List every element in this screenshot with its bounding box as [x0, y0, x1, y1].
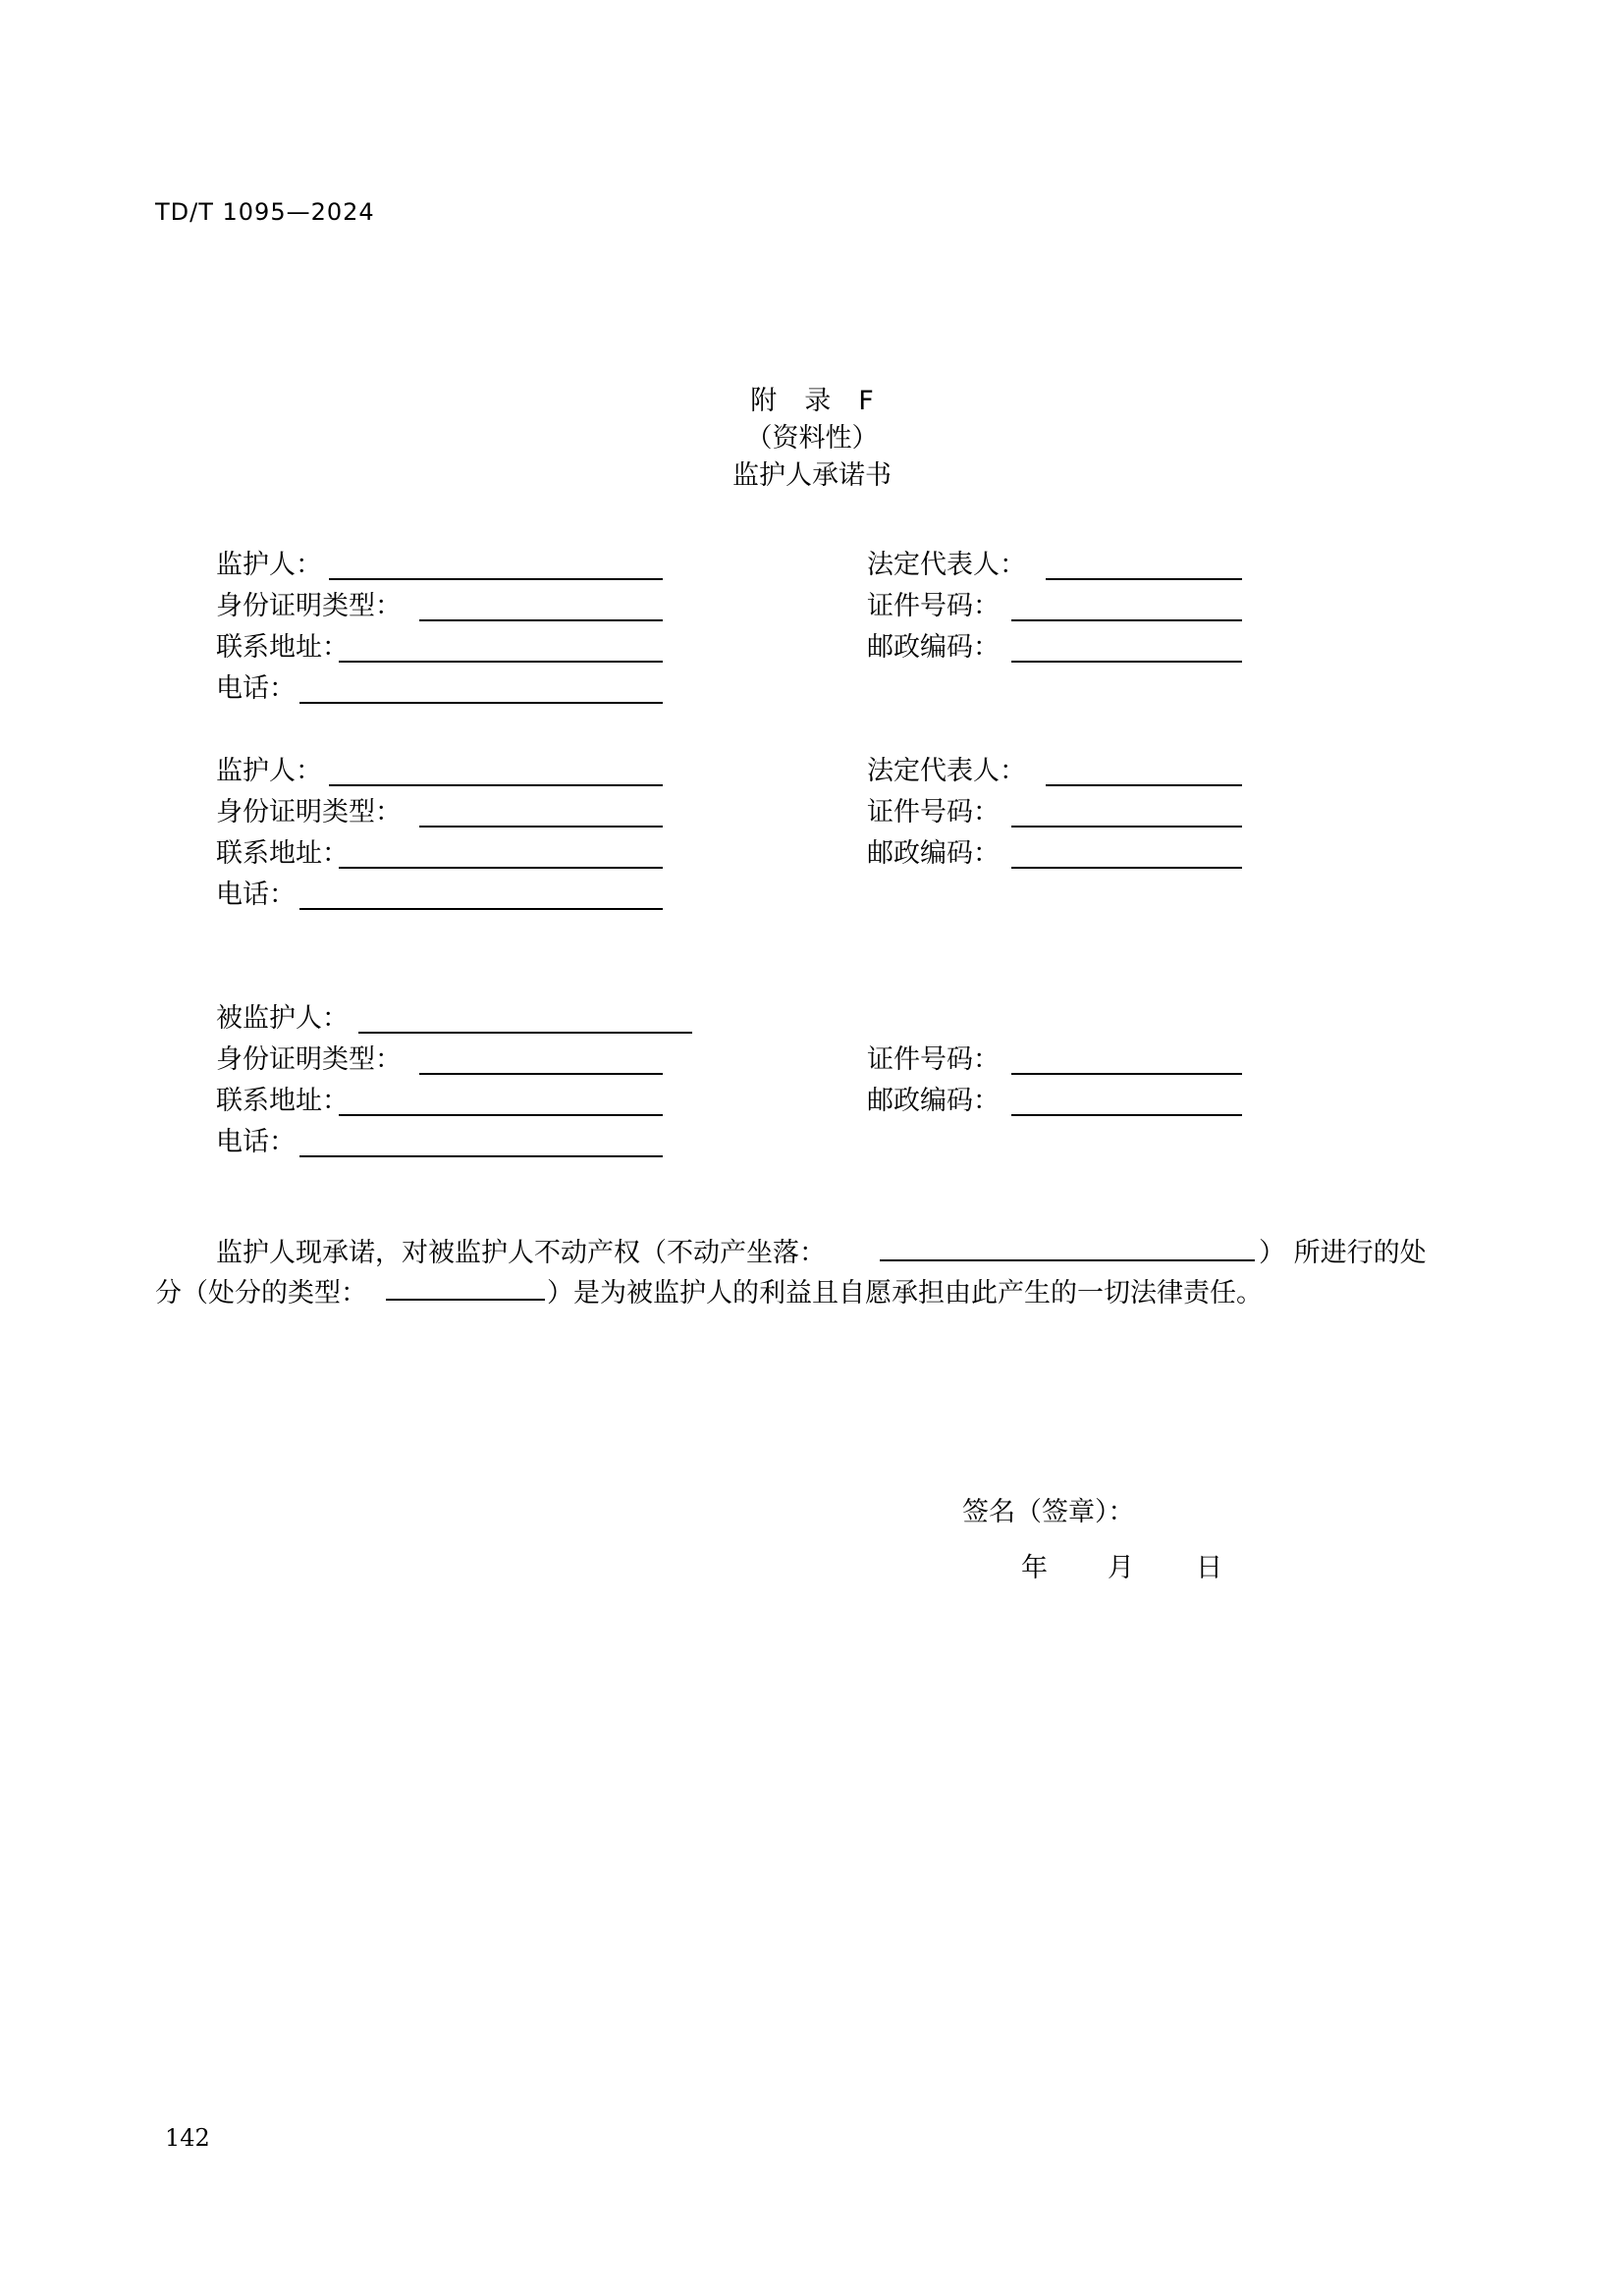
legal-rep-line[interactable]	[1046, 784, 1242, 786]
id-type-label: 身份证明类型：	[216, 797, 402, 828]
address-line[interactable]	[339, 867, 663, 869]
postcode-label: 邮政编码：	[867, 632, 1000, 663]
id-number-label: 证件号码：	[867, 797, 1000, 828]
postcode-line[interactable]	[1011, 1114, 1242, 1116]
address-label: 联系地址：	[216, 1086, 349, 1116]
date-day: 日	[1196, 1553, 1222, 1583]
id-number-line[interactable]	[1011, 1073, 1242, 1075]
phone-label: 电话：	[216, 880, 296, 910]
id-type-label: 身份证明类型：	[216, 591, 402, 621]
document-title: 监护人承诺书	[732, 460, 892, 491]
phone-line[interactable]	[299, 908, 663, 910]
id-number-line[interactable]	[1011, 619, 1242, 621]
appendix-heading	[0, 379, 1624, 417]
guardian-name-line[interactable]	[329, 578, 663, 580]
id-number-label: 证件号码：	[867, 591, 1000, 621]
commitment-line1-start: 监护人现承诺，对被监护人不动产权（不动产坐落：	[216, 1238, 826, 1268]
guardian-name-line[interactable]	[329, 784, 663, 786]
phone-line[interactable]	[299, 702, 663, 704]
id-type-line[interactable]	[419, 826, 663, 828]
id-type-line[interactable]	[419, 619, 663, 621]
standard-code: TD/T 1095—2024	[155, 198, 375, 226]
postcode-label: 邮政编码：	[867, 1086, 1000, 1116]
legal-rep-label: 法定代表人：	[867, 550, 1026, 580]
guardian-label: 监护人：	[216, 756, 322, 786]
appendix-word-2: 录	[804, 386, 832, 416]
legal-rep-label: 法定代表人：	[867, 756, 1026, 786]
disposal-type-line[interactable]	[386, 1299, 545, 1301]
legal-rep-line[interactable]	[1046, 578, 1242, 580]
appendix-nature: （资料性）	[745, 423, 879, 454]
commitment-line2-end: ）是为被监护人的利益且自愿承担由此产生的一切法律责任。	[547, 1278, 1263, 1308]
id-number-line[interactable]	[1011, 826, 1242, 828]
postcode-line[interactable]	[1011, 867, 1242, 869]
address-line[interactable]	[339, 1114, 663, 1116]
address-line[interactable]	[339, 661, 663, 663]
appendix-word-1: 附	[750, 386, 778, 416]
id-type-line[interactable]	[419, 1073, 663, 1075]
property-location-line[interactable]	[880, 1259, 1255, 1261]
id-type-label: 身份证明类型：	[216, 1044, 402, 1075]
page-number: 142	[165, 2124, 210, 2152]
address-label: 联系地址：	[216, 838, 349, 869]
phone-label: 电话：	[216, 1127, 296, 1157]
date-year: 年	[1021, 1553, 1048, 1583]
guardian-label: 监护人：	[216, 550, 322, 580]
address-label: 联系地址：	[216, 632, 349, 663]
appendix-letter: F	[858, 386, 874, 416]
phone-line[interactable]	[299, 1155, 663, 1157]
postcode-label: 邮政编码：	[867, 838, 1000, 869]
id-number-label: 证件号码：	[867, 1044, 1000, 1075]
ward-label: 被监护人：	[216, 1003, 349, 1034]
phone-label: 电话：	[216, 673, 296, 704]
date-month: 月	[1108, 1553, 1134, 1583]
commitment-line2-start: 分（处分的类型：	[155, 1278, 367, 1308]
signature-label: 签名（签章）：	[962, 1497, 1135, 1527]
commitment-line1-end: ） 所进行的处	[1259, 1238, 1427, 1268]
ward-name-line[interactable]	[358, 1032, 692, 1034]
postcode-line[interactable]	[1011, 661, 1242, 663]
